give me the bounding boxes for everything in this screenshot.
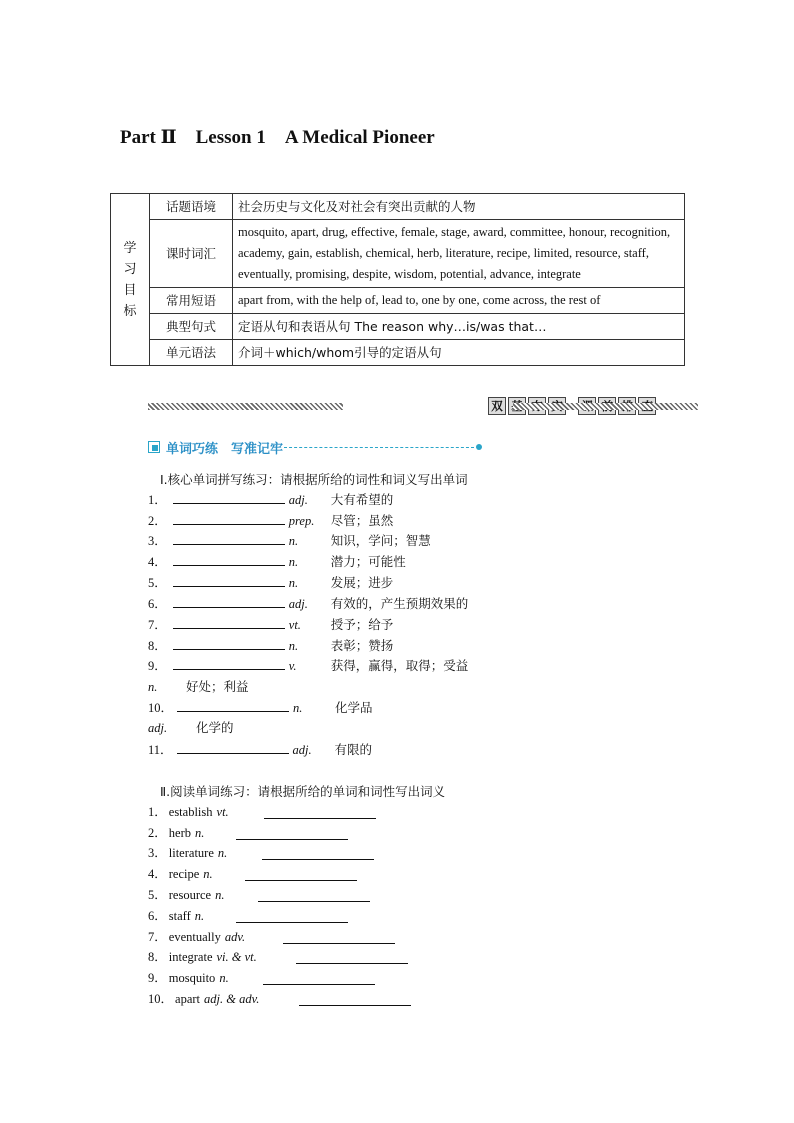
meaning-item (148, 823, 548, 843)
part-of-speech: adj. (148, 721, 168, 735)
meaning: 发展；进步 (330, 575, 394, 590)
item-number: 3． (148, 534, 167, 548)
part1-heading: Ⅰ.核心单词拼写练习：请根据所给的词性和词义写出单词 (160, 472, 468, 487)
part-of-speech: n. (194, 826, 205, 840)
goal-category: 常用短语 (150, 288, 233, 314)
spelling-item (148, 552, 406, 572)
answer-blank[interactable] (236, 909, 348, 923)
part-of-speech: n. (293, 701, 303, 715)
meaning: 表彰；赞扬 (330, 638, 394, 653)
item-number: 9． (148, 659, 167, 673)
hatch-divider (148, 403, 343, 410)
vocab-word: eventually (168, 930, 221, 944)
answer-blank[interactable] (262, 846, 374, 860)
answer-blank[interactable] (177, 698, 289, 712)
page-title: Part Ⅱ Lesson 1 A Medical Pioneer (120, 127, 435, 148)
item-number: 5． (148, 888, 167, 902)
goal-content: 定语从句和表语从句 The reason why…is/was that… (233, 314, 685, 340)
side-char: 目 (123, 282, 137, 298)
table-row (111, 340, 685, 366)
answer-blank[interactable] (173, 552, 285, 566)
answer-blank[interactable] (264, 805, 376, 819)
part-of-speech: n. (194, 909, 205, 923)
item-number: 10． (148, 701, 174, 715)
meaning: 化学品 (335, 700, 373, 715)
part-of-speech: prep. (288, 514, 315, 528)
vocab-word: recipe (168, 867, 200, 881)
answer-blank[interactable] (173, 573, 285, 587)
answer-blank[interactable] (173, 511, 285, 525)
vocab-word: mosquito (168, 971, 216, 985)
spelling-item (148, 656, 468, 676)
meaning: 知识，学问；智慧 (330, 533, 431, 548)
answer-blank[interactable] (296, 950, 408, 964)
answer-blank[interactable] (173, 615, 285, 629)
part-of-speech: adj. (288, 493, 308, 507)
item-number: 1． (148, 805, 167, 819)
part-of-speech: n. (217, 846, 228, 860)
spelling-item (148, 740, 372, 760)
meaning-item (148, 927, 548, 947)
item-number: 7． (148, 930, 167, 944)
continuation-line (148, 677, 249, 697)
dashed-rule (284, 447, 474, 448)
continuation-line (148, 718, 234, 738)
part-of-speech: n. (288, 639, 299, 653)
answer-blank[interactable] (173, 490, 285, 504)
meaning-item (148, 843, 548, 863)
answer-blank[interactable] (263, 971, 375, 985)
answer-blank[interactable] (173, 636, 285, 650)
part-of-speech: n. (215, 888, 225, 902)
item-number: 9． (148, 971, 167, 985)
answer-blank[interactable] (173, 531, 285, 545)
vocab-word: integrate (168, 950, 213, 964)
part-of-speech: n. (148, 680, 158, 694)
part-of-speech: adj. (288, 597, 308, 611)
answer-blank[interactable] (283, 930, 395, 944)
meaning-item (148, 989, 548, 1009)
spelling-item (148, 511, 393, 531)
part-of-speech: n. (288, 576, 299, 590)
part-of-speech: n. (288, 534, 299, 548)
spelling-item (148, 490, 393, 510)
side-char: 习 (123, 261, 137, 277)
item-number: 4． (148, 555, 167, 569)
vocab-word: establish (168, 805, 213, 819)
goal-content: mosquito, apart, drug, effective, female, stage, award, committee, honour, recognition, academy, gain, establish, chemical, herb, literature, recipe, limited, resource, staff, eventually, promising, despite, wisdom, potential, advance, integrate (233, 220, 685, 288)
item-number: 4． (148, 867, 167, 881)
meaning: 尽管；虽然 (330, 513, 394, 528)
part-of-speech: adv. (224, 930, 246, 944)
table-row (111, 288, 685, 314)
spelling-item (148, 615, 393, 635)
goal-content: 介词＋which/whom引导的定语从句 (233, 340, 685, 366)
hatch-divider (513, 403, 698, 410)
spelling-item (148, 636, 393, 656)
answer-blank[interactable] (173, 656, 285, 670)
meaning-item (148, 885, 548, 905)
goals-side-label (111, 194, 150, 366)
part-of-speech: vt. (288, 618, 301, 632)
answer-blank[interactable] (177, 740, 289, 754)
answer-blank[interactable] (245, 867, 357, 881)
meaning: 有效的，产生预期效果的 (330, 596, 469, 611)
goal-category: 典型句式 (150, 314, 233, 340)
part-of-speech: vt. (216, 805, 229, 819)
part-of-speech: adj. (292, 743, 312, 757)
item-number: 8． (148, 950, 167, 964)
item-number: 1． (148, 493, 167, 507)
meaning: 授予；给予 (330, 617, 394, 632)
section-header (148, 438, 488, 456)
meaning: 潜力；可能性 (330, 554, 406, 569)
meaning: 有限的 (334, 742, 373, 757)
item-number: 7． (148, 618, 167, 632)
part-of-speech: adj. & adv. (204, 992, 260, 1006)
section-banner (148, 397, 698, 415)
meaning-item (148, 906, 548, 926)
item-number: 5． (148, 576, 167, 590)
meaning-item (148, 864, 548, 884)
answer-blank[interactable] (258, 888, 370, 902)
part-of-speech: n. (288, 555, 299, 569)
banner-char: 双 (488, 397, 506, 415)
table-row (111, 220, 685, 288)
part2-heading: Ⅱ.阅读单词练习：请根据所给的单词和词性写出词义 (160, 784, 446, 799)
item-number: 3． (148, 846, 167, 860)
side-char: 标 (123, 303, 137, 319)
table-row (111, 314, 685, 340)
square-bullet-icon (148, 441, 160, 453)
spelling-item (148, 594, 468, 614)
item-number: 6． (148, 597, 167, 611)
meaning: 获得，赢得，取得；受益 (330, 658, 469, 673)
part-of-speech: n. (219, 971, 229, 985)
goal-category: 话题语境 (150, 194, 233, 220)
section-title: 单词巧练 写准记牢 (166, 442, 284, 457)
item-number: 6． (148, 909, 167, 923)
spelling-item (148, 531, 431, 551)
spelling-item (148, 698, 373, 718)
part-of-speech: v. (288, 659, 297, 673)
meaning-item (148, 802, 548, 822)
vocab-word: herb (168, 826, 191, 840)
answer-blank[interactable] (236, 826, 348, 840)
item-number: 11． (148, 743, 173, 757)
vocab-word: apart (175, 992, 200, 1006)
table-row (111, 194, 685, 220)
item-number: 2． (148, 826, 167, 840)
item-number: 2． (148, 514, 167, 528)
vocab-word: literature (168, 846, 214, 860)
part-of-speech: n. (203, 867, 213, 881)
item-number: 8． (148, 639, 167, 653)
dot-bullet-icon (476, 444, 482, 450)
answer-blank[interactable] (299, 992, 411, 1006)
spelling-item (148, 573, 393, 593)
meaning-item (148, 947, 548, 967)
vocab-word: resource (168, 888, 212, 902)
learning-goals-table (110, 193, 685, 366)
vocab-word: staff (168, 909, 191, 923)
side-char: 学 (123, 240, 137, 256)
goal-content: 社会历史与文化及对社会有突出贡献的人物 (233, 194, 685, 220)
goal-category: 单元语法 (150, 340, 233, 366)
meaning: 化学的 (196, 720, 234, 735)
meaning-item (148, 968, 548, 988)
answer-blank[interactable] (173, 594, 285, 608)
meaning: 好处；利益 (186, 679, 249, 694)
goal-category: 课时词汇 (150, 220, 233, 288)
meaning: 大有希望的 (330, 492, 394, 507)
part-of-speech: vi. & vt. (216, 950, 257, 964)
item-number: 10． (148, 992, 174, 1006)
goal-content: apart from, with the help of, lead to, one by one, come across, the rest of (233, 288, 685, 314)
